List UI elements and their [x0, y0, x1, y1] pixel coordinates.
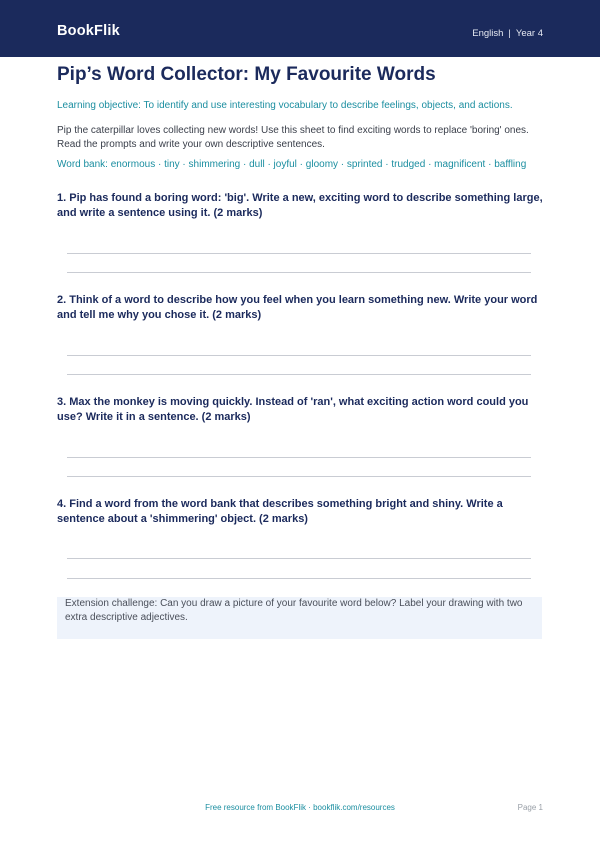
header-meta — [472, 28, 543, 39]
answer-line[interactable] — [67, 476, 531, 477]
answer-line[interactable] — [67, 374, 531, 375]
answer-line[interactable] — [67, 272, 531, 273]
word-bank: Word bank: enormous · tiny · shimmering · dull · joyful · gloomy · sprinted · trudged · magnificent · baffling — [57, 159, 527, 170]
question-4: 4. Find a word from the word bank that describes something bright and shiny. Write a sentence about a 'shimmering' object. (2 marks) — [57, 498, 503, 525]
brand-logo[interactable]: BookFlik — [57, 23, 120, 39]
answer-line[interactable] — [67, 558, 531, 559]
answer-line[interactable] — [67, 355, 531, 356]
footer-link[interactable]: Free resource from BookFlik · bookflik.com/resources — [205, 803, 395, 812]
extension-text: Extension challenge: Can you draw a picture of your favourite word below? Label your drawing with two extra descriptive adjectives. — [65, 598, 523, 623]
question-3: 3. Max the monkey is moving quickly. Instead of 'ran', what exciting action word could you use? Write it in a sentence. (2 marks) — [57, 396, 529, 423]
answer-line[interactable] — [67, 457, 531, 458]
question-1: 1. Pip has found a boring word: 'big'. Write a new, exciting word to describe something large, and write a sentence using it. (2 marks) — [57, 192, 543, 219]
question-2: 2. Think of a word to describe how you feel when you learn something new. Write your word and tell me why you chose it. (2 marks) — [57, 294, 538, 321]
intro-text: Pip the caterpillar loves collecting new words! Use this sheet to find exciting words to replace 'boring' ones. Read the prompts and write your own descriptive sentences. — [57, 125, 529, 150]
meta-separator: | — [508, 28, 511, 39]
subject-label: English — [472, 28, 504, 39]
extension-box — [57, 597, 542, 639]
learning-objective: Learning objective: To identify and use interesting vocabulary to describe feelings, objects, and actions. — [57, 100, 513, 111]
answer-line[interactable] — [67, 578, 531, 579]
page-number: Page 1 — [517, 803, 543, 812]
worksheet-title: Pip’s Word Collector: My Favourite Words — [57, 64, 436, 85]
answer-line[interactable] — [67, 253, 531, 254]
year-label: Year 4 — [515, 28, 543, 39]
site-header — [0, 0, 600, 57]
